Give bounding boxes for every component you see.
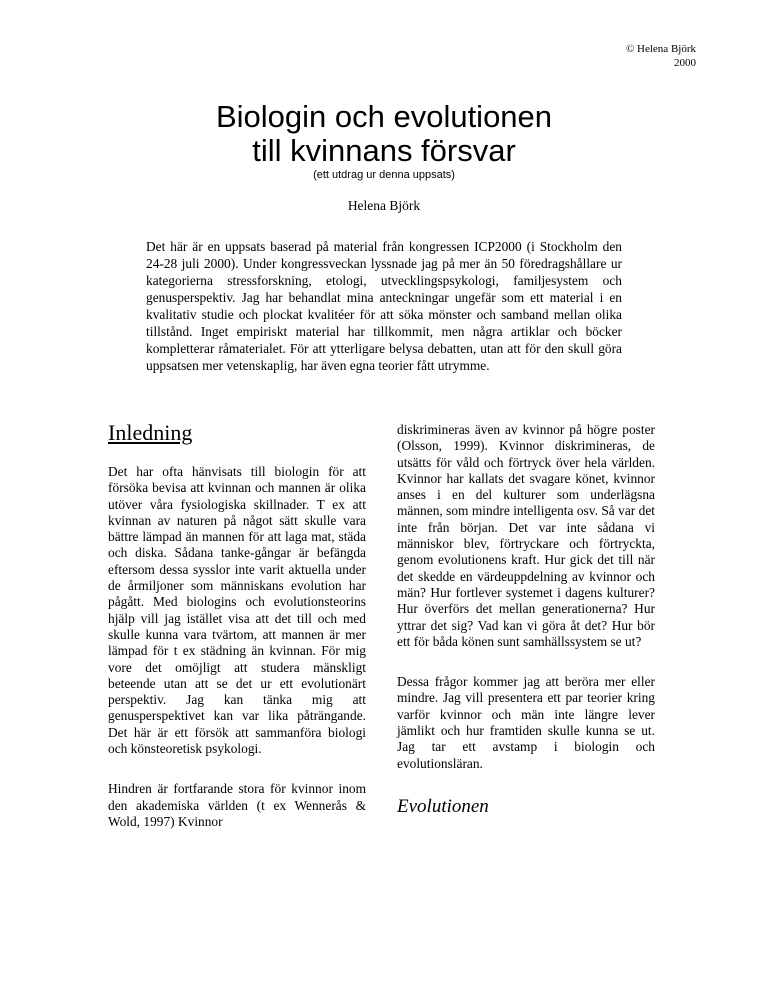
column-right bbox=[397, 422, 655, 818]
title-line-1: Biologin och evolutionen bbox=[215, 99, 553, 134]
column-left bbox=[108, 420, 366, 830]
heading-evolutionen: Evolutionen bbox=[397, 795, 489, 817]
heading-inledning: Inledning bbox=[108, 420, 193, 445]
copyright-owner: © Helena Björk bbox=[625, 43, 696, 55]
paragraph-intro-1: Det har ofta hänvisats till biologin för att försöka bevisa att kvinnan och mannen är olika utöver våra fysiologiska skillnader. T ex att kvinnan av naturen på något sätt skulle vara bättre lämpad än mannen för att laga mat, städa och diska. Sådana tanke-gångar är befängda eftersom dessa sysslor inte varit aktuella under de årmiljoner som människans evolution har pågått. Med biologins och evolutionsteorins hjälp vill jag istället visa att det till och med skulle kunna vara tvärtom, att mannen är mer lämpad för t ex städning än kvinnan. För mig vore det omöjligt att studera mänskligt beteende utan att se det ur ett evolutionärt perspektiv. Jag kan tänka mig att genusperspektivet kan var lika påträngande. Det här är ett försök att sammanföra biologi och könsteoretisk psykologi. bbox=[108, 464, 366, 757]
author-name: Helena Björk bbox=[347, 198, 421, 213]
copyright-notice bbox=[496, 42, 696, 70]
document-title bbox=[0, 100, 768, 168]
copyright-year: 2000 bbox=[674, 57, 696, 69]
paragraph-intro-2: Hindren är fortfarande stora för kvinnor inom den akademiska världen (t ex Wennerås & Wold, 1997) Kvinnor bbox=[108, 781, 366, 829]
title-line-2: till kvinnans försvar bbox=[252, 133, 516, 168]
abstract: Det här är en uppsats baserad på material från kongressen ICP2000 (i Stockholm den 24-28 juli 2000). Under kongressveckan lyssnade jag på mer än 50 föredragshållare ur kategorierna stressforskning, etologi, utvecklingspsykologi, familjesystem och genusperspektiv. Jag har behandlat mina anteckningar ungefär som ett material i en kvalitativ studie och plockat kvalitéer för att söka mönster och samband mellan olika tillstånd. Inget empiriskt material har tillkommit, men några artiklar och böcker kompletterar råmaterialet. För att ytterligare belysa debatten, utan att för den skull göra uppsatsen mer vetenskaplig, har även egna teorier fått utrymme. bbox=[146, 239, 622, 373]
document-subtitle: (ett utdrag ur denna uppsats) bbox=[313, 169, 455, 181]
paragraph-intro-3: diskrimineras även av kvinnor på högre poster (Olsson, 1999). Kvinnor diskrimineras, de utsätts för våld och förtryck över hela världen. Kvinnor har kallats det svagare könet, kvinnor anses i en del kulturer som underlägsna männen, som mindre intelligenta osv. Så var det inte från början. Det var inte sådana vi människor blev, förtryckare och förtryckta, genom evolutionens kraft. Hur gick det till när det skedde en värdeuppdelning av kvinnor och män? Hur fortlever systemet i dagens kulturer? Hur överförs det mellan generationerna? Hur yttrar det sig? Vad kan vi göra åt det? Hur bör ett för båda könen sunt samhällssystem se ut? bbox=[397, 422, 655, 649]
paragraph-intro-4: Dessa frågor kommer jag att beröra mer eller mindre. Jag vill presentera ett par teorier kring varför kvinnor och män inte längre lever jämlikt och hur framtiden skulle kunna se ut. Jag tar ett avstamp i biologin och evolutionsläran. bbox=[397, 674, 655, 771]
